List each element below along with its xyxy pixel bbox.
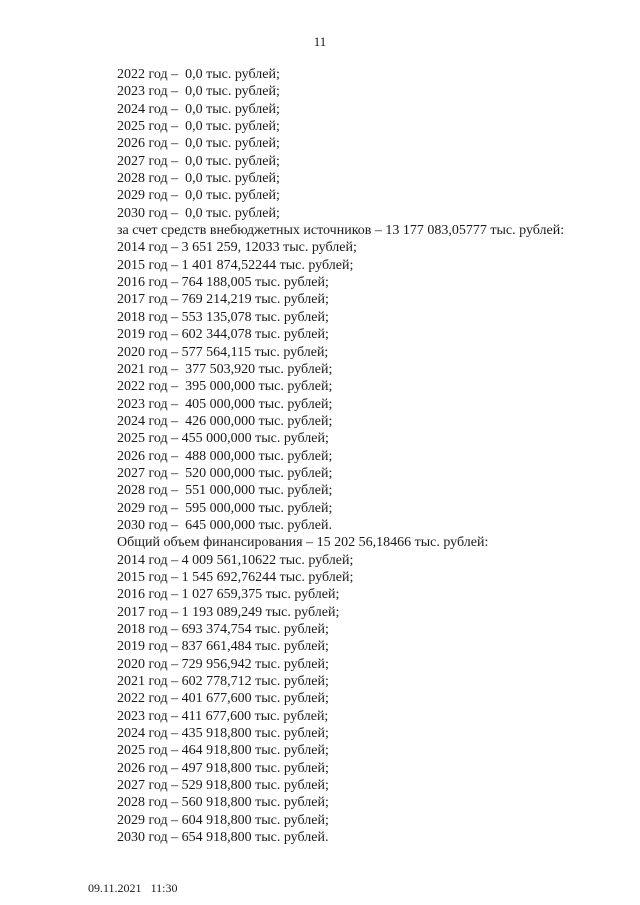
text-line: 2022 год – 0,0 тыс. рублей;: [117, 67, 280, 82]
text-line: 2030 год – 0,0 тыс. рублей;: [117, 205, 280, 221]
text-line: 2023 год – 405 000,000 тыс. рублей;: [117, 396, 333, 412]
print-timestamp: [88, 881, 177, 896]
text-line: 2017 год – 769 214,219 тыс. рублей;: [117, 292, 329, 308]
text-line: 2025 год – 0,0 тыс. рублей;: [117, 119, 280, 135]
text-line: 2015 год – 1 401 874,52244 тыс. рублей;: [117, 257, 354, 273]
text-line: 2023 год – 411 677,600 тыс. рублей;: [117, 708, 329, 724]
text-line: 2023 год – 0,0 тыс. рублей;: [117, 84, 280, 100]
text-line: 2029 год – 595 000,000 тыс. рублей;: [117, 500, 333, 516]
text-line: 2028 год – 560 918,800 тыс. рублей;: [117, 795, 329, 811]
text-line: за счет средств внебюджетных источников – 13 177 083,05777 тыс. рублей:: [117, 223, 565, 239]
text-line: 2021 год – 602 778,712 тыс. рублей;: [117, 674, 329, 690]
text-line: 2030 год – 654 918,800 тыс. рублей.: [117, 830, 329, 846]
text-line: 2029 год – 604 918,800 тыс. рублей;: [117, 812, 329, 828]
print-time: 11:30: [150, 881, 178, 895]
text-line: 2020 год – 729 956,942 тыс. рублей;: [117, 656, 329, 672]
text-line: 2018 год – 693 374,754 тыс. рублей;: [117, 622, 329, 637]
text-line: 2027 год – 520 000,000 тыс. рублей;: [117, 465, 333, 481]
text-line: 2016 год – 1 027 659,375 тыс. рублей;: [117, 587, 340, 603]
print-date: 09.11.2021: [88, 881, 142, 895]
text-line: 2029 год – 0,0 тыс. рублей;: [117, 188, 280, 204]
text-line: 2026 год – 497 918,800 тыс. рублей;: [117, 760, 329, 776]
text-line: 2022 год – 395 000,000 тыс. рублей;: [117, 379, 333, 395]
text-line: 2028 год – 0,0 тыс. рублей;: [117, 171, 280, 187]
text-line: 2024 год – 426 000,000 тыс. рублей;: [117, 413, 333, 429]
text-line: 2022 год – 401 677,600 тыс. рублей;: [117, 691, 329, 707]
page-number: 11: [313, 34, 327, 49]
text-line: 2027 год – 529 918,800 тыс. рублей;: [117, 778, 329, 794]
text-line: 2016 год – 764 188,005 тыс. рублей;: [117, 275, 329, 291]
text-line: 2026 год – 488 000,000 тыс. рублей;: [117, 448, 333, 464]
text-line: 2020 год – 577 564,115 тыс. рублей;: [117, 344, 329, 360]
text-line: 2019 год – 837 661,484 тыс. рублей;: [117, 639, 329, 655]
text-line: 2025 год – 464 918,800 тыс. рублей;: [117, 743, 329, 759]
text-line: 2014 год – 4 009 561,10622 тыс. рублей;: [117, 552, 354, 568]
text-line: 2024 год – 0,0 тыс. рублей;: [117, 101, 280, 117]
text-line: 2025 год – 455 000,000 тыс. рублей;: [117, 431, 329, 447]
text-line: 2030 год – 645 000,000 тыс. рублей.: [117, 517, 332, 533]
text-line: 2024 год – 435 918,800 тыс. рублей;: [117, 726, 329, 742]
text-line: 2018 год – 553 135,078 тыс. рублей;: [117, 309, 329, 325]
text-line: 2027 год – 0,0 тыс. рублей;: [117, 153, 280, 169]
text-line: 2019 год – 602 344,078 тыс. рублей;: [117, 327, 329, 343]
text-line: Общий объем финансирования – 15 202 56,18466 тыс. рублей:: [117, 535, 489, 551]
document-body: [117, 66, 564, 846]
text-line: 2014 год – 3 651 259, 12033 тыс. рублей;: [117, 240, 357, 256]
text-line: 2015 год – 1 545 692,76244 тыс. рублей;: [117, 569, 354, 585]
text-line: 2017 год – 1 193 089,249 тыс. рублей;: [117, 604, 340, 620]
text-line: 2028 год – 551 000,000 тыс. рублей;: [117, 483, 333, 499]
text-line: 2021 год – 377 503,920 тыс. рублей;: [117, 361, 333, 377]
text-line: 2026 год – 0,0 тыс. рублей;: [117, 136, 280, 152]
